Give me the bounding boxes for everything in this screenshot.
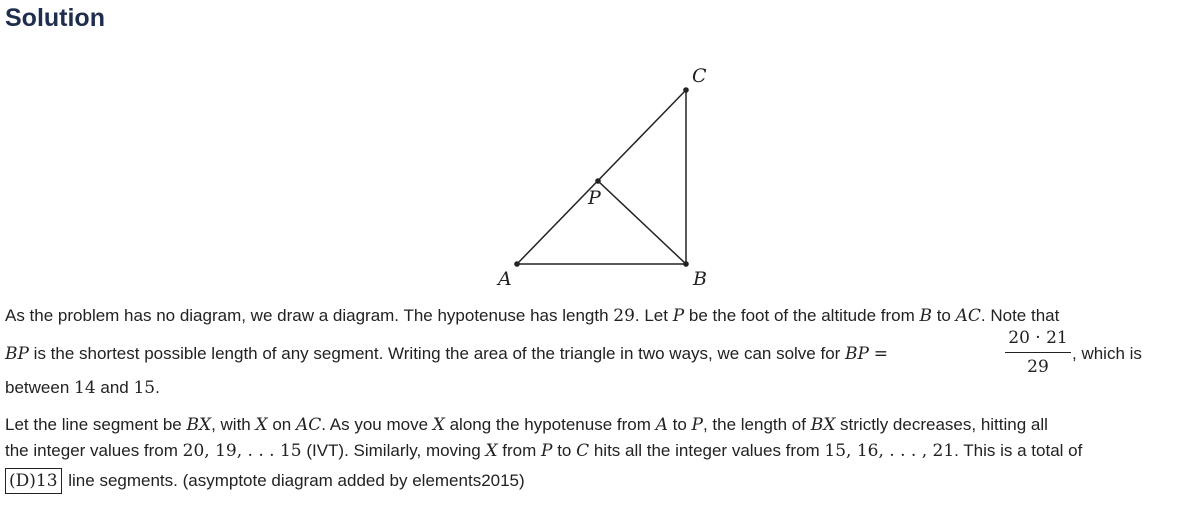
para1-line3: between 14 and 15. — [5, 378, 160, 398]
fraction-numerator: 20 · 21 — [1008, 328, 1068, 348]
label-a: A — [498, 268, 512, 290]
label-c: C — [692, 65, 707, 87]
point-p — [595, 178, 601, 184]
altitude-bp — [598, 181, 686, 264]
label-b: B — [693, 268, 707, 290]
point-c — [683, 87, 689, 93]
para1-line1: As the problem has no diagram, we draw a diagram. The hypotenuse has length 29. Let P be the foot of the altitude from B to AC. Note that — [5, 306, 1060, 326]
para1-line2: BP is the shortest possible length of any segment. Writing the area of the triangle in two ways, we can solve for BP = — [5, 344, 888, 364]
para2-line1: Let the line segment be BX, with X on AC. As you move X along the hypotenuse from A to P, the length of BX strictly decreases, hitting all — [5, 415, 1048, 435]
fraction-denominator: 29 — [1027, 357, 1049, 377]
para1-line2-tail: , which is — [1072, 344, 1142, 363]
para2-line3: (D)13 line segments. (asymptote diagram added by elements2015) — [5, 468, 525, 494]
answer-box: (D)13 — [5, 468, 62, 494]
solution-heading: Solution — [5, 4, 105, 32]
fraction-bar — [1005, 352, 1071, 353]
hypotenuse-ac — [517, 90, 686, 264]
label-p: P — [588, 187, 601, 209]
para2-line2: the integer values from 20, 19, . . . 15 (IVT). Similarly, moving X from P to C hits all the integer values from 15, 16, . . . , 21. This is a total of — [5, 441, 1083, 461]
point-b — [683, 261, 689, 267]
point-a — [514, 261, 520, 267]
